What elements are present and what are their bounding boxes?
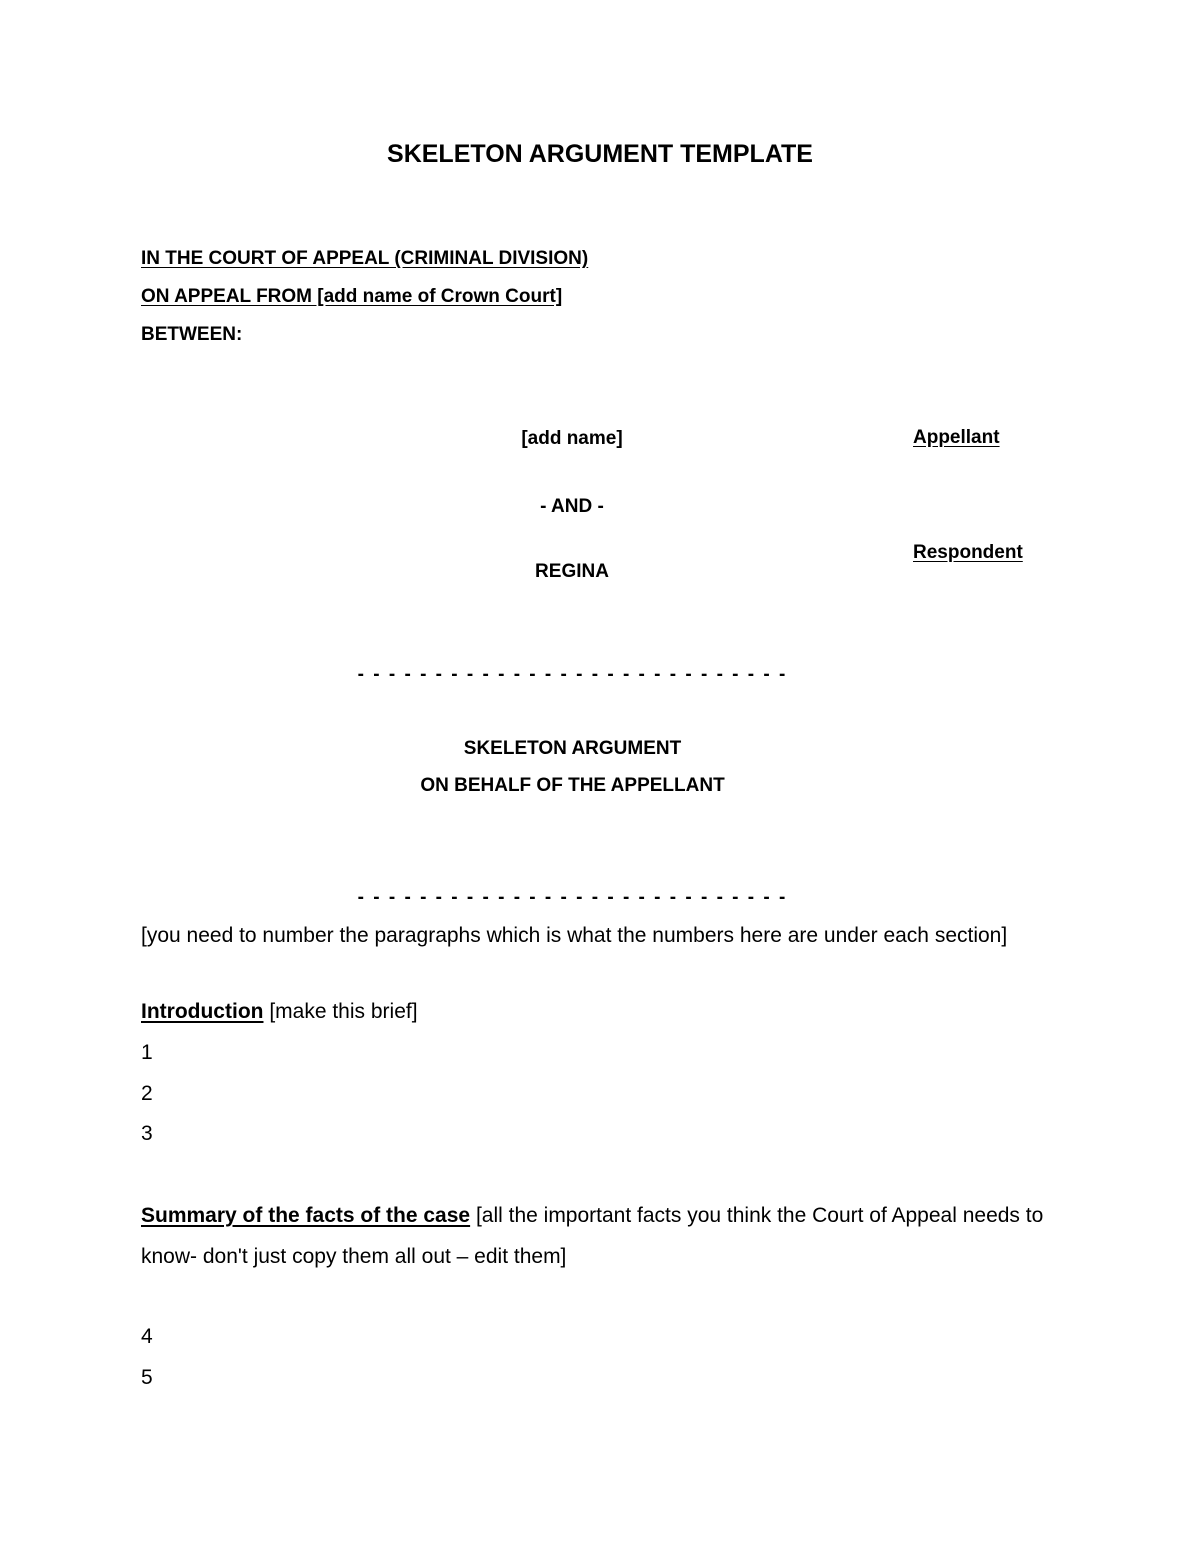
paragraph-number: 4 [141,1325,153,1348]
document-title: SKELETON ARGUMENT TEMPLATE [387,140,813,168]
summary-title: Summary of the facts of the case [141,1204,471,1227]
paragraph-number: 3 [141,1122,153,1145]
appellant-name: [add name] [521,428,623,449]
introduction-title: Introduction [141,1000,264,1023]
paragraph-number: 5 [141,1366,153,1389]
appeal-from: ON APPEAL FROM [add name of Crown Court] [141,286,563,307]
summary-heading [141,1195,1071,1277]
paragraph-number: 2 [141,1082,153,1105]
divider-bottom: - - - - - - - - - - - - - - - - - - - - - - - - - - - - [357,887,788,908]
between-label: BETWEEN: [141,324,243,345]
respondent-name: REGINA [535,561,609,582]
skeleton-heading: SKELETON ARGUMENT [463,738,682,759]
paragraph-number: 1 [141,1041,153,1064]
introduction-note: [make this brief] [263,1000,418,1023]
introduction-heading [141,991,1071,1032]
parties-separator: - AND - [540,496,604,517]
on-behalf-heading: ON BEHALF OF THE APPELLANT [420,775,725,796]
numbering-instruction: [you need to number the paragraphs which is what the numbers here are under each section] [141,924,1008,947]
summary-note: [all the important facts you think the Court of Appeal needs to know- don't just copy them all out – edit them] [141,1204,1044,1268]
appellant-role: Appellant [913,427,1000,448]
respondent-role: Respondent [913,542,1023,563]
court-name: IN THE COURT OF APPEAL (CRIMINAL DIVISION) [141,248,589,269]
divider-top: - - - - - - - - - - - - - - - - - - - - - - - - - - - - [357,664,788,685]
